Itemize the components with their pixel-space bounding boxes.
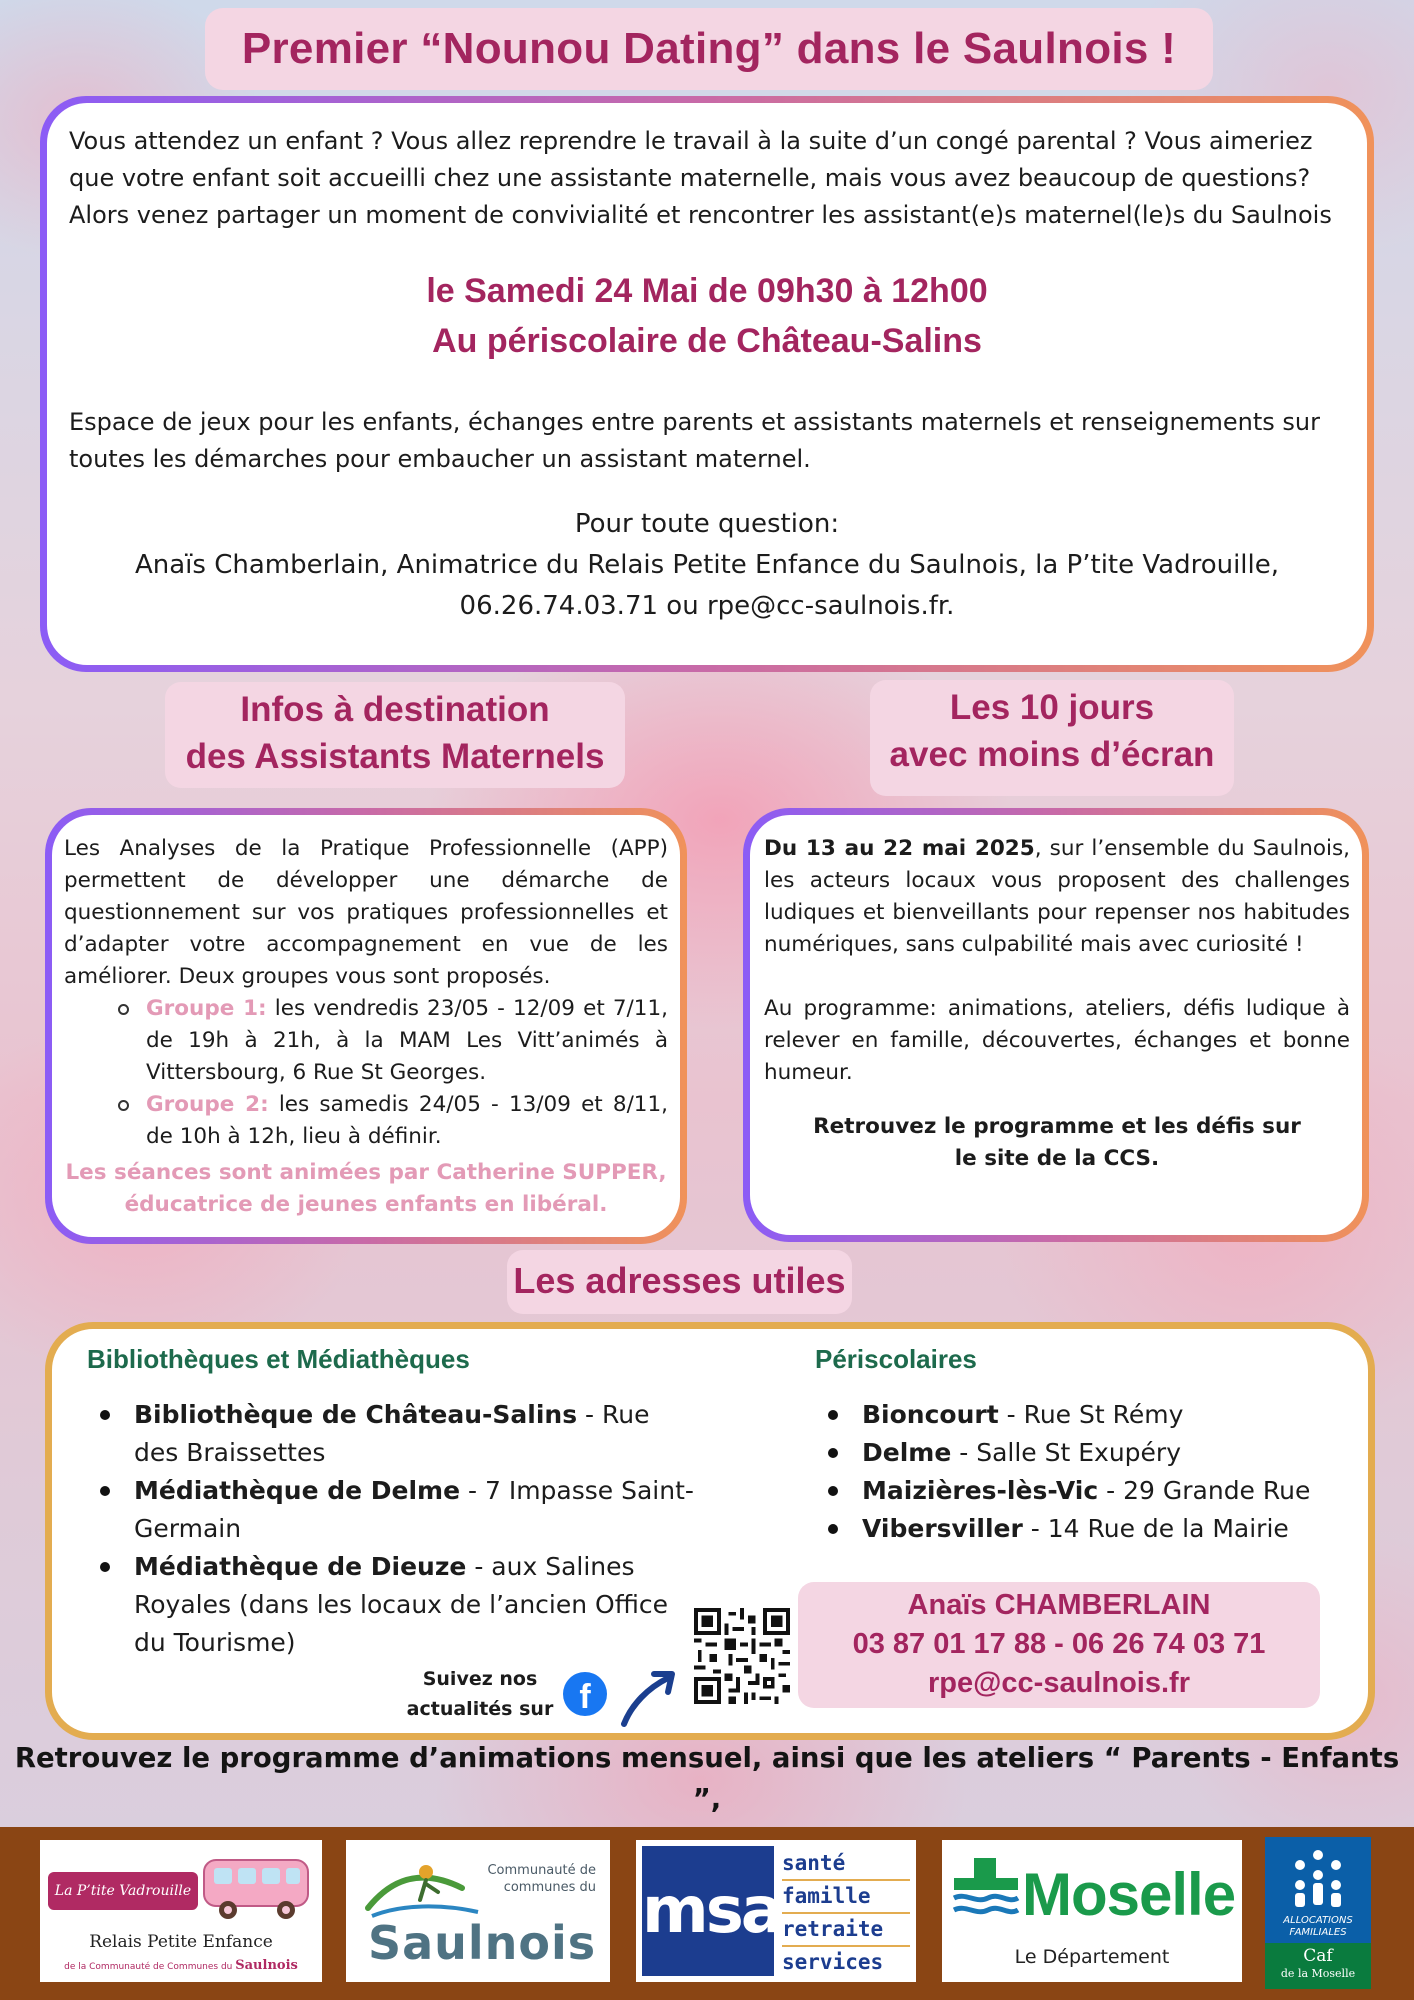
periscolaire-name: Vibersviller: [862, 1514, 1023, 1543]
periscolaire-name: Delme: [862, 1438, 952, 1467]
screens-heading: [870, 680, 1234, 796]
moselle-emblem-icon: [952, 1856, 1020, 1920]
caf-line1: ALLOCATIONS: [1283, 1915, 1353, 1926]
caf-lines: [1265, 1915, 1371, 1939]
library-name: Médiathèque de Delme: [134, 1476, 461, 1505]
periscolaire-address: - Rue St Rémy: [998, 1400, 1184, 1429]
event-place: Au périscolaire de Château-Salins: [432, 322, 982, 360]
periscolaires-list: [824, 1396, 1344, 1548]
msa-word: services: [782, 1950, 884, 1974]
saulnois-figure-icon: [362, 1858, 482, 1922]
msa-logo: [636, 1840, 916, 1982]
assistants-paragraph: Les Analyses de la Pratique Professionnelle (APP) permettent de développer une démarche de questionnement sur vos pratiques professionnelles et d’adapter votre accompagnement en vue de les améliorer. Deux groupes vous sont proposés.: [64, 836, 668, 989]
rpe-contact: [798, 1582, 1320, 1708]
periscolaires-heading: Périscolaires: [815, 1344, 977, 1374]
caf-line3: Caf: [1303, 1946, 1333, 1966]
list-item: [96, 1472, 696, 1548]
saulnois-logo: [346, 1840, 610, 1982]
intro-paragraph: Vous attendez un enfant ? Vous allez reprendre le travail à la suite d’un congé parental ? Vous aimeriez que votre enfant soit accueilli chez une assistante maternelle, mais vous avez beaucoup de questions? Alors venez partager un moment de convivialité et rencontrer les assistant(e)s maternel(le)s du Saulnois: [69, 127, 1332, 229]
list-item: [96, 1548, 696, 1662]
list-item: [824, 1510, 1344, 1548]
footer-line1: Retrouvez le programme d’animations mensuel, ainsi que les ateliers “ Parents - Enfants ”,: [14, 1742, 1400, 1815]
msa-word: famille: [782, 1881, 910, 1914]
screens-heading-line2: avec moins d’écran: [889, 735, 1215, 774]
rpe-sub-text: de la Communauté de Communes du: [64, 1962, 233, 1972]
moselle-sub: Le Département: [1014, 1946, 1170, 1968]
caf-line4: de la Moselle: [1280, 1967, 1356, 1980]
assistants-card: [45, 808, 687, 1244]
arrow-up-right-icon: [618, 1664, 682, 1730]
assistants-heading: [165, 682, 625, 788]
contact-details: 06.26.74.03.71 ou rpe@cc-saulnois.fr.: [459, 591, 955, 621]
screens-dates: Du 13 au 22 mai 2025: [764, 836, 1035, 861]
group-name: Groupe 1:: [146, 996, 267, 1021]
question-contact: [69, 504, 1345, 627]
question-label: Pour toute question:: [574, 509, 840, 539]
saulnois-top2: communes du: [503, 1880, 596, 1895]
periscolaire-name: Maizières-lès-Vic: [862, 1476, 1099, 1505]
groups-list: [64, 993, 668, 1153]
msa-words: [782, 1848, 910, 1978]
periscolaire-address: - 14 Rue de la Mairie: [1022, 1514, 1289, 1543]
note-line1: Les séances sont animées par Catherine SUPPER,: [65, 1160, 667, 1185]
rpe-logo: [40, 1840, 322, 1982]
group-name: Groupe 2:: [146, 1092, 269, 1117]
screens-card: [743, 808, 1369, 1242]
addresses-heading: Les adresses utiles: [507, 1250, 852, 1314]
list-item: [96, 1396, 696, 1472]
contact-name: Anaïs CHAMBERLAIN: [907, 1589, 1211, 1621]
assistants-heading-line2: des Assistants Maternels: [185, 737, 605, 776]
periscolaire-name: Bioncourt: [862, 1400, 999, 1429]
note-line2: éducatrice de jeunes enfants en libéral.: [124, 1192, 608, 1217]
rpe-sub-brand: Saulnois: [235, 1958, 298, 1973]
event-info: [69, 266, 1345, 366]
library-name: Bibliothèque de Château-Salins: [134, 1400, 578, 1429]
library-address: - 7 Impasse Saint-Germain: [134, 1476, 694, 1543]
event-date: le Samedi 24 Mai de 09h30 à 12h00: [426, 272, 988, 310]
list-item: [146, 1089, 668, 1153]
follow-line1: Suivez nos: [422, 1668, 538, 1690]
caf-emblem-icon: [1285, 1845, 1351, 1911]
screens-paragraph2: Au programme: animations, ateliers, défis ludique à relever en famille, découvertes, échanges et bonne humeur.: [764, 996, 1350, 1085]
facebook-icon[interactable]: f: [563, 1672, 607, 1716]
follow-text: [392, 1664, 568, 1724]
contact-email[interactable]: rpe@cc-saulnois.fr: [928, 1667, 1190, 1699]
list-item: [146, 993, 668, 1089]
library-name: Médiathèque de Dieuze: [134, 1552, 467, 1581]
msa-mark: msa: [642, 1846, 774, 1976]
rpe-sub: [44, 1958, 318, 1973]
list-item: [824, 1472, 1344, 1510]
intro-card: [40, 96, 1374, 672]
libraries-list: [96, 1396, 696, 1662]
follow-line2: actualités sur: [406, 1698, 554, 1720]
group-text: les vendredis 23/05 - 12/09 et 7/11, de 19h à 21h, à la MAM Les Vitt’animés à Vittersbourg, 6 Rue St Georges.: [146, 996, 668, 1085]
screens-cta: [764, 1111, 1350, 1175]
screens-text: , sur l’ensemble du Saulnois, les acteurs locaux vous proposent des challenges ludiques et bienveillants pour repenser nos habitudes numériques, sans culpabilité mais avec curiosité !: [764, 836, 1350, 957]
list-item: [824, 1434, 1344, 1472]
qr-code-icon[interactable]: [694, 1608, 790, 1704]
group-text: les samedis 24/05 - 13/09 et 8/11, de 10h à 12h, lieu à définir.: [146, 1092, 669, 1149]
contact-line: Anaïs Chamberlain, Animatrice du Relais Petite Enfance du Saulnois, la P’tite Vadrouille,: [134, 550, 1280, 580]
saulnois-brand: Saulnois: [368, 1916, 597, 1970]
event-details: Espace de jeux pour les enfants, échanges entre parents et assistants maternels et renseignements sur toutes les démarches pour embaucher un assistant maternel.: [69, 408, 1320, 473]
moselle-logo: [942, 1840, 1242, 1982]
screens-heading-line1: Les 10 jours: [949, 688, 1155, 727]
libraries-heading: Bibliothèques et Médiathèques: [87, 1344, 470, 1374]
saulnois-top1: Communauté de: [487, 1863, 596, 1878]
msa-word: santé: [782, 1848, 910, 1881]
sessions-note: [64, 1157, 668, 1221]
cta-line1: Retrouvez le programme et les défis sur: [813, 1114, 1301, 1139]
cta-line2: le site de la CCS.: [954, 1146, 1160, 1171]
library-address: - Rue des Braissettes: [134, 1400, 650, 1467]
caf-logo: [1265, 1837, 1371, 1989]
moselle-brand: Moselle: [1022, 1861, 1236, 1928]
caf-line2: FAMILIALES: [1289, 1927, 1347, 1938]
page-title: Premier “Nounou Dating” dans le Saulnois !: [205, 8, 1213, 90]
periscolaire-address: - 29 Grande Rue: [1098, 1476, 1311, 1505]
list-item: [824, 1396, 1344, 1434]
caf-bottom: [1265, 1943, 1371, 1989]
assistants-heading-line1: Infos à destination: [240, 690, 550, 729]
rpe-line: Relais Petite Enfance: [89, 1932, 273, 1952]
contact-phones: 03 87 01 17 88 - 06 26 74 03 71: [852, 1628, 1266, 1660]
periscolaire-address: - Salle St Exupéry: [951, 1438, 1181, 1467]
library-address: - aux Salines Royales (dans les locaux de l’ancien Office du Tourisme): [134, 1552, 668, 1657]
msa-word: retraite: [782, 1914, 910, 1947]
screens-paragraph1: [764, 833, 1350, 961]
bus-icon: [200, 1854, 316, 1924]
rpe-badge: La P’tite Vadrouille: [48, 1872, 198, 1910]
saulnois-top: [487, 1862, 596, 1896]
